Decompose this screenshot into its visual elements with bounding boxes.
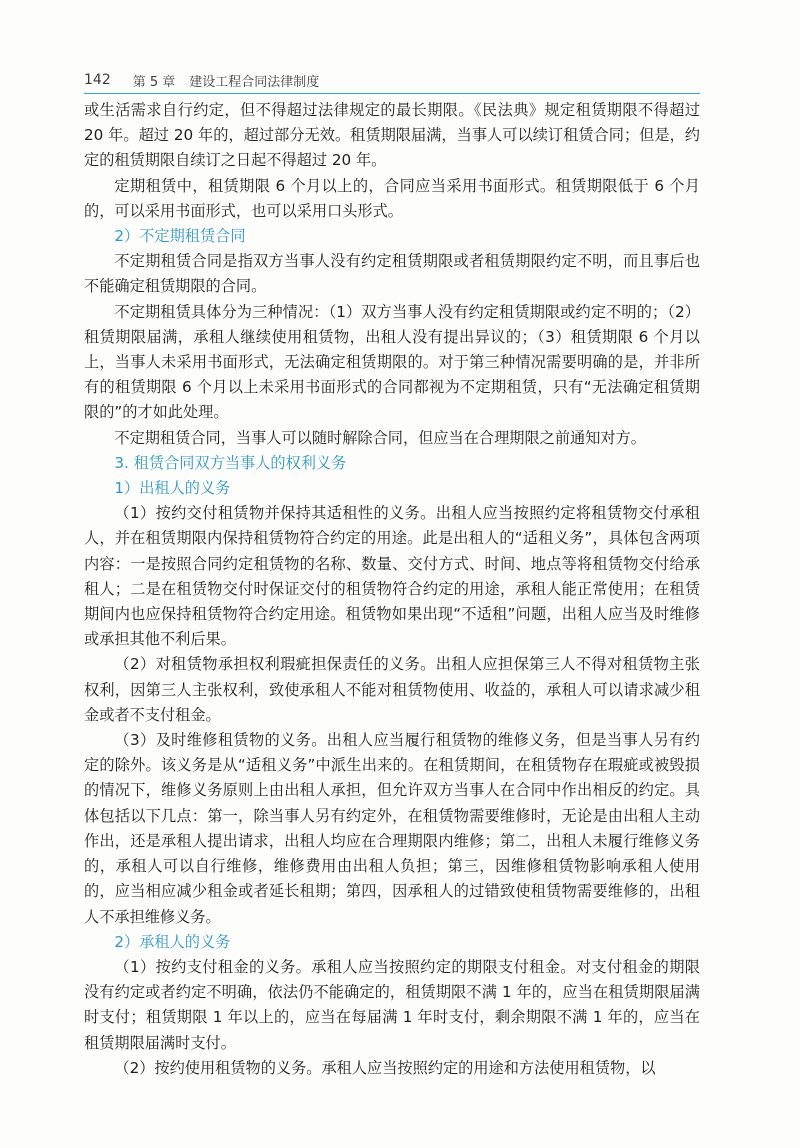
subsection-heading: 2）不定期租赁合同 [114, 227, 246, 246]
paragraph: （2）按约使用租赁物的义务。承租人应当按照约定的用途和方法使用租赁物，以 [114, 1058, 656, 1077]
subsection-heading: 1）出租人的义务 [114, 479, 231, 498]
header-divider [84, 93, 700, 94]
chapter-label: 第 5 章 [132, 74, 176, 90]
body-text [84, 98, 700, 1081]
paragraph: （3）及时维修租赁物的义务。出租人应当履行租赁物的维修义务，但是当事人另有约定的除外。该义务是从“适租义务”中派生出来的。在租赁期间，在租赁物存在瑕疵或被毁损的情况下，维修义务原则上由出租人承担，但允许双方当事人在合同中作出相反的约定。具体包括以下几点：第一，除当事人另有约定外，在租赁物需要维修时，无论是由出租人主动作出，还是承租人提出请求，出租人均应在合理期限内维修；第二，出租人未履行维修义务的，承租人可以自行维修，维修费用由出租人负担；第三，因维修租赁物影响承租人使用的，应当相应减少租金或者延长租期；第四，因承租人的过错致使租赁物需要维修的，出租人不承担维修义务。 [84, 731, 700, 926]
paragraph: （1）按约交付租赁物并保持其适租性的义务。出租人应当按照约定将租赁物交付承租人，并在租赁期限内保持租赁物符合约定的用途。此是出租人的“适租义务”，具体包含两项内容：一是按照合同约定租赁物的名称、数量、交付方式、时间、地点等将租赁物交付给承租人；二是在租赁物交付时保证交付的租赁物符合约定的用途，承租人能正常使用；在租赁期间内也应保持租赁物符合约定用途。租赁物如果出现“不适租”问题，出租人应当及时维修或承担其他不利后果。 [84, 504, 700, 649]
page-number: 142 [84, 72, 111, 88]
paragraph: 不定期租赁合同是指双方当事人没有约定租赁期限或者租赁期限约定不明，而且事后也不能确定租赁期限的合同。 [84, 252, 700, 296]
paragraph: 定期租赁中，租赁期限 6 个月以上的，合同应当采用书面形式。租赁期限低于 6 个月的，可以采用书面形式，也可以采用口头形式。 [84, 176, 700, 220]
running-header [84, 66, 700, 94]
paragraph: （1）按约支付租金的义务。承租人应当按照约定的期限支付租金。对支付租金的期限没有约定或者约定不明确，依法仍不能确定的，租赁期限不满 1 年的，应当在租赁期限届满时支付；租赁期限 1 年以上的，应当在每届满 1 年时支付，剩余期限不满 1 年的，应当在租赁期限届满时支付。 [84, 957, 700, 1052]
paragraph-continuation: 或生活需求自行约定，但不得超过法律规定的最长期限。《民法典》规定租赁期限不得超过 20 年。超过 20 年的，超过部分无效。租赁期限届满，当事人可以续订租赁合同；但是，约定的租赁期限自续订之日起不得超过 20 年。 [84, 101, 700, 170]
chapter-title: 建设工程合同法律制度 [189, 74, 320, 90]
section-heading: 3. 租赁合同双方当事人的权利义务 [114, 453, 347, 472]
paragraph: （2）对租赁物承担权利瑕疵担保责任的义务。出租人应担保第三人不得对租赁物主张权利，因第三人主张权利，致使承租人不能对租赁物使用、收益的，承租人可以请求减少租金或者不支付租金。 [84, 655, 700, 724]
paragraph: 不定期租赁具体分为三种情况：（1）双方当事人没有约定租赁期限或约定不明的；（2）租赁期限届满，承租人继续使用租赁物，出租人没有提出异议的；（3）租赁期限 6 个月以上，当事人未采用书面形式，无法确定租赁期限的。对于第三种情况需要明确的是，并非所有的租赁期限 6 个月以上未采用书面形式的合同都视为不定期租赁，只有“无法确定租赁期限的”的才如此处理。 [84, 302, 700, 422]
subsection-heading: 2）承租人的义务 [114, 932, 231, 951]
paragraph: 不定期租赁合同，当事人可以随时解除合同，但应当在合理期限之前通知对方。 [114, 428, 646, 447]
